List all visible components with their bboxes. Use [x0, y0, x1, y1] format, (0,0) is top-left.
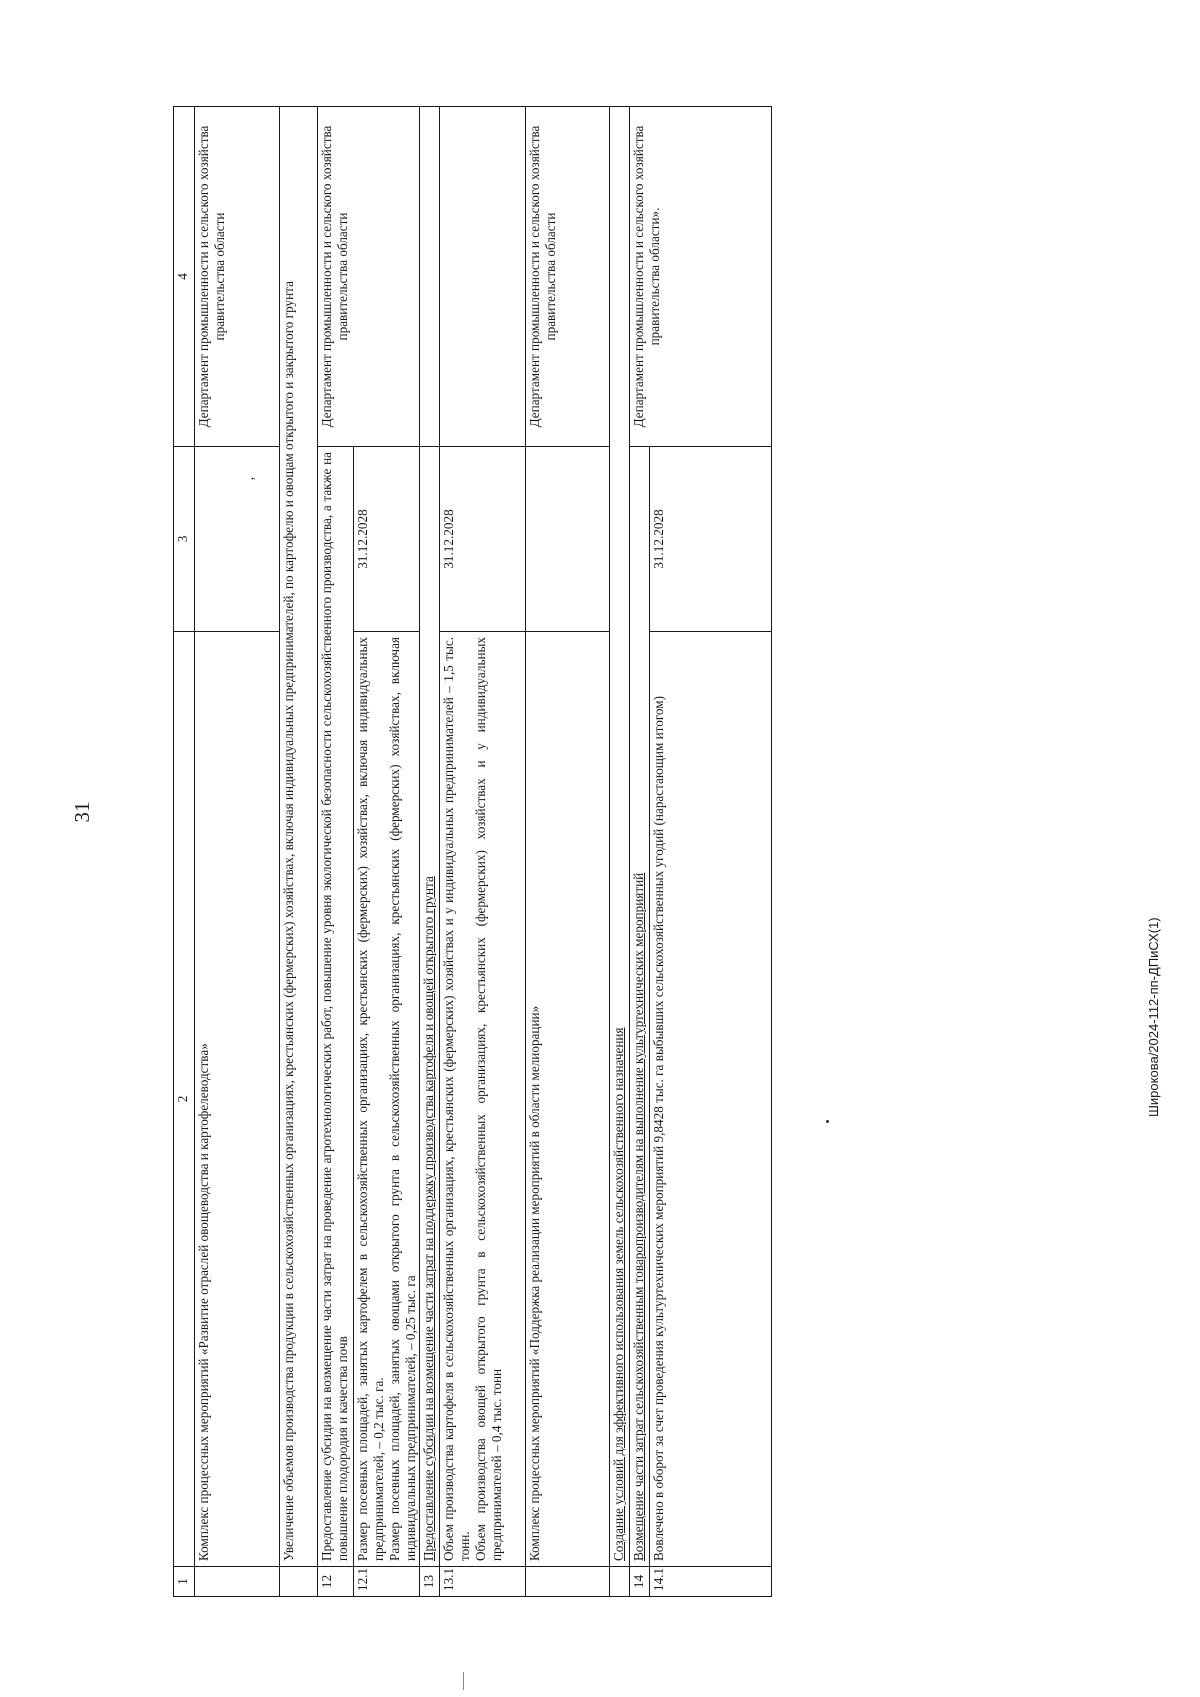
row-number: 13 — [420, 1567, 440, 1597]
activities-table — [173, 106, 772, 1597]
header-col-2: 2 — [174, 632, 195, 1567]
task-13-text: Предоставление субсидии на возмещение части затрат на поддержку производства картофеля и овощей открытого грунта — [420, 447, 440, 1567]
row-number: 12 — [318, 1567, 354, 1597]
table-row — [318, 107, 354, 1597]
table-row — [630, 107, 650, 1597]
row-number: 13.1 — [440, 1567, 526, 1597]
task-14-responsible: Департамент промышленности и сельского хозяйства правительства области». — [630, 107, 772, 447]
table-row — [610, 107, 630, 1597]
row-number: 14.1 — [650, 1567, 772, 1597]
task-12-1-text — [354, 632, 420, 1567]
task-13-1-date: 31.12.2028 — [440, 447, 526, 632]
rotated-table-container — [173, 107, 772, 1597]
task-13-1-line-2: Объем производства овощей открытого грунта в сельскохозяйственных организациях, крестьянских (фермерских) хозяйствах и у индивидуальных предпринимателей – 0,4 тыс. тонн — [473, 637, 504, 1561]
scan-mark — [463, 1672, 464, 1690]
header-col-3: 3 — [174, 447, 195, 632]
complex-1-responsible: Департамент промышленности и сельского хозяйства правительства области — [195, 107, 280, 447]
task-12-text: Предоставление субсидии на возмещение части затрат на проведение агротехнологических работ, повышение уровня экологической безопасности сельскохозяйственного производства, а также на повышение плодородия и качества почв — [318, 447, 354, 1567]
goal-1: Увеличение объемов производства продукции в сельскохозяйственных организациях, крестьянских (фермерских) хозяйствах, включая индивидуальных предпринимателей, по картофелю и овощам открытого и закрытого грунта — [280, 107, 318, 1567]
task-13-1-text — [440, 632, 526, 1567]
scan-dot — [826, 1120, 829, 1123]
row-number: 12.1 — [354, 1567, 420, 1597]
task-14-1-text: Вовлечено в оборот за счет проведения культуртехнических мероприятий 9,8428 тыс. га выбывших сельскохозяйственных угодий (нарастающим итогом) — [650, 632, 772, 1567]
complex-2-title: Комплекс процессных мероприятий «Поддержка реализации мероприятий в области мелиорации» — [526, 632, 610, 1567]
table-row — [195, 107, 280, 1597]
goal-2: Создание условий для эффективного использования земель сельскохозяйственного назначения — [610, 107, 630, 1567]
task-13-1-line-1: Объем производства картофеля в сельскохозяйственных организациях, крестьянских (фермерских) хозяйствах и у индивидуальных предпринимателей – 1,5 тыс. тонн. — [441, 637, 473, 1561]
header-col-4: 4 — [174, 107, 195, 447]
table-row — [420, 107, 440, 1597]
table-row — [526, 107, 610, 1597]
row-number: 14 — [630, 1567, 650, 1597]
table-row — [280, 107, 318, 1597]
table-row — [440, 107, 526, 1597]
task-14-text: Возмещение части затрат сельскохозяйственным товаропроизводителям на выполнение культуртехнических мероприятий — [630, 447, 650, 1567]
task-12-responsible: Департамент промышленности и сельского хозяйства правительства области — [318, 107, 420, 447]
task-14-1-date: 31.12.2028 — [650, 447, 772, 632]
header-col-1: 1 — [174, 1567, 195, 1597]
complex-1-title: Комплекс процессных мероприятий «Развитие отраслей овощеводства и картофелеводства» — [195, 632, 280, 1567]
complex-2-responsible: Департамент промышленности и сельского хозяйства правительства области — [526, 107, 610, 447]
task-12-1-line-1: Размер посевных площадей, занятых картофелем в сельскохозяйственных организациях, крестьянских (фермерских) хозяйствах, включая индивидуальных предпринимателей, – 0,2 тыс. га. — [355, 637, 386, 1561]
page-number: 31 — [70, 801, 94, 823]
task-12-1-date: 31.12.2028 — [354, 447, 420, 632]
stray-comma: , — [195, 447, 280, 632]
task-12-1-line-2: Размер посевных площадей, занятых овощами открытого грунта в сельскохозяйственных организациях, крестьянских (фермерских) хозяйствах, включая индивидуальных предпринимателей, – 0,25 тыс. га — [386, 637, 418, 1561]
document-code: Широкова/2024-112-пп-ДПиСХ(1) — [1146, 917, 1161, 1117]
header-row — [174, 107, 195, 1597]
